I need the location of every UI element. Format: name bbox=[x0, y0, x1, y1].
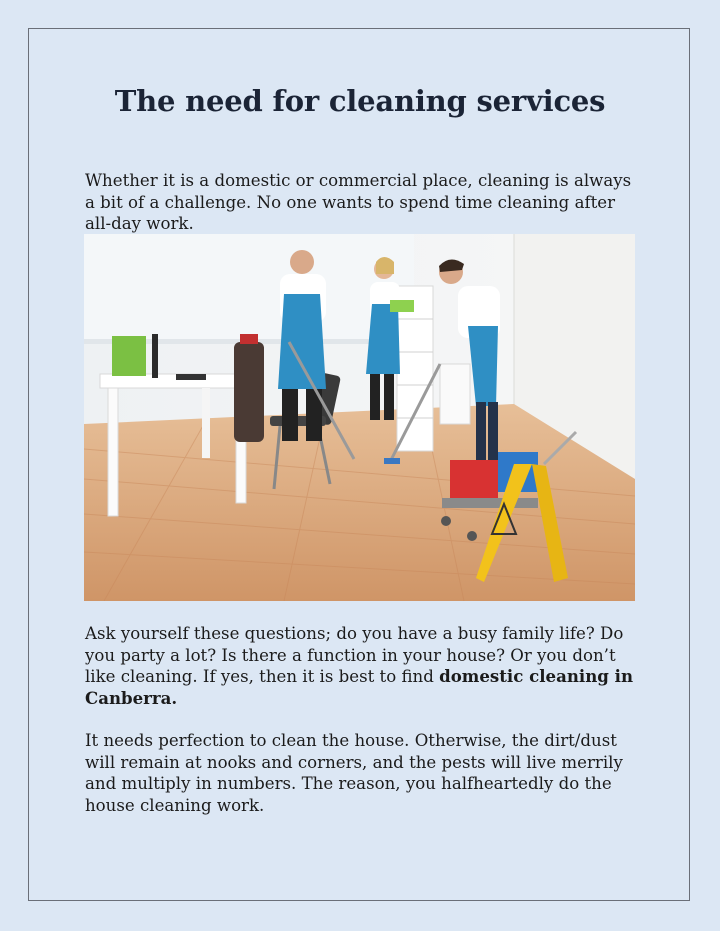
cleaning-staff-photo bbox=[84, 234, 635, 601]
page-title: The need for cleaning services bbox=[114, 84, 606, 118]
domestic-cleaning-link-text: domestic cleaning in Canberra. bbox=[85, 666, 634, 708]
perfection-paragraph: It needs perfection to clean the house. Otherwise, the dirt/dust will remain at nooks and corners, and the pests will live merrily and multiply in numbers. The reason, you halfheartedly do the house cleaning work. bbox=[85, 731, 623, 815]
intro-paragraph: Whether it is a domestic or commercial place, cleaning is always a bit of a challenge. No one wants to spend time cleaning after all-day work. bbox=[85, 171, 632, 233]
questions-paragraph bbox=[85, 623, 645, 709]
questions-text: Ask yourself these questions; do you have a busy family life? Do you party a lot? Is there a function in your house? Or you don’t like cleaning. If yes, then it is best to find bbox=[85, 624, 624, 686]
